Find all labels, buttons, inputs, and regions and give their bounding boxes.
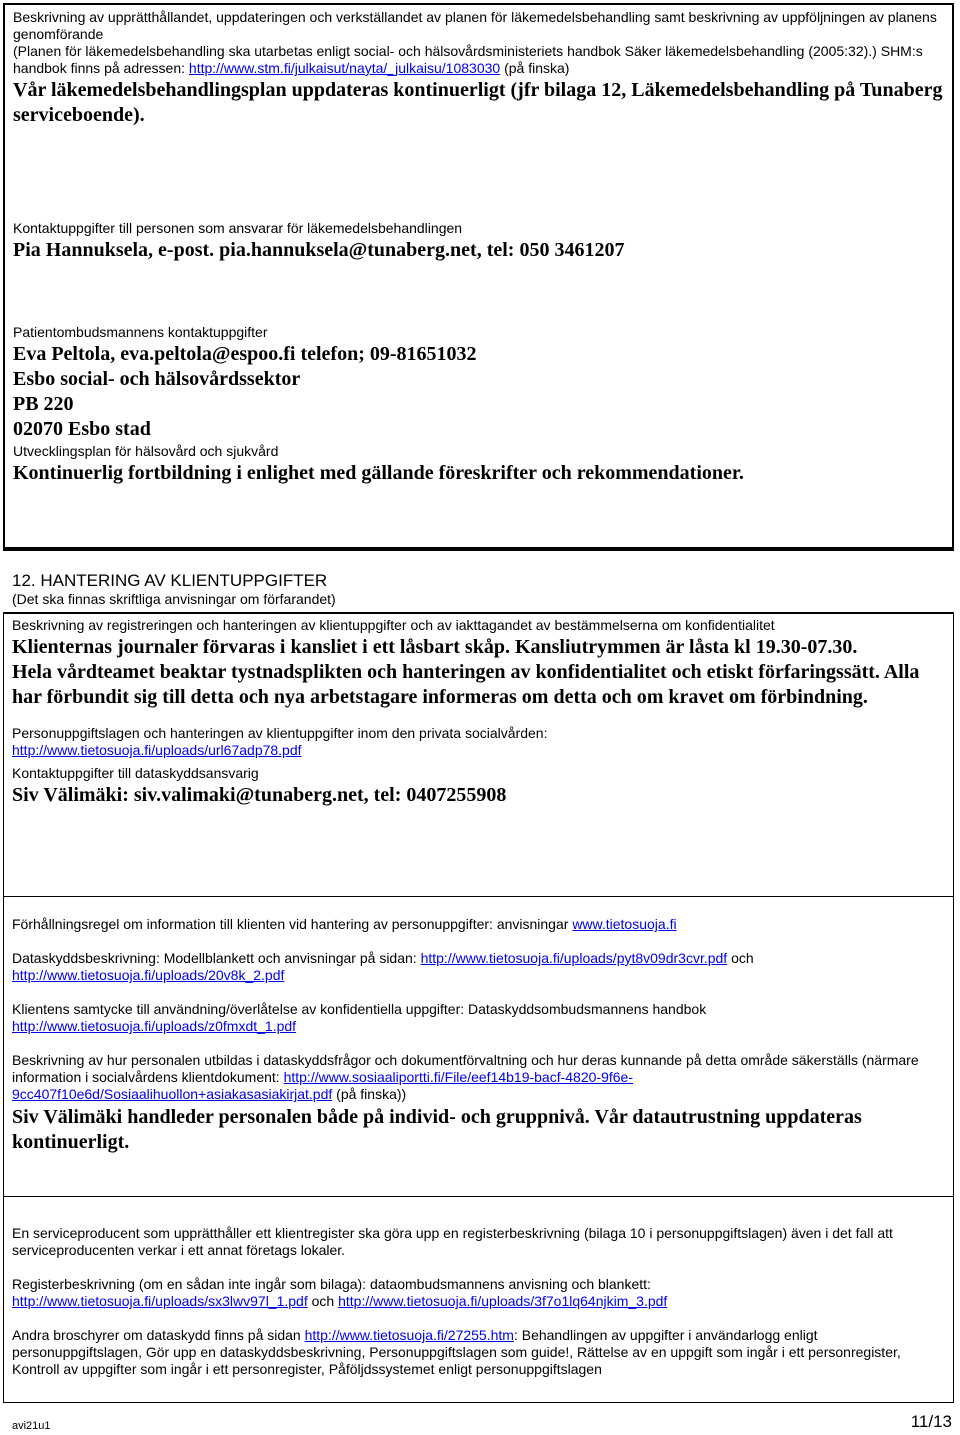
training-answer: Siv Välimäki handleder personalen både på individ- och gruppnivå. Vår datautrustning uppdateras kontinuerligt.: [12, 1106, 862, 1153]
info-rule: Förhållningsregel om information till klienten vid hantering av personuppgifter: anvisningar www.tietosuoja.fi: [12, 916, 677, 932]
registration-label: Beskrivning av registreringen och hanteringen av klientuppgifter och av iakttagandet av bestämmelserna om konfidentialitet: [12, 617, 775, 633]
register-inner: [12, 1225, 947, 1378]
ombudsman-line: Esbo social- och hälsovårdssektor: [13, 368, 301, 390]
training-description: Beskrivning av hur personalen utbildas i dataskyddsfrågor och dokumentförvaltning och hur deras kunnande på detta område säkerställs (närmare information i socialvårdens klientdokument: http://www.sosiaaliportti.fi/File/eef14b19-bacf-4820-9f6e-9cc407f10e6d/Sosiaalihuollon+asiakasasiakirjat.pdf (på finska)): [12, 1052, 919, 1102]
registration-inner: [12, 617, 947, 808]
sosiaaliportti-link[interactable]: http://www.sosiaaliportti.fi/File/eef14b19-bacf-4820-9f6e-9cc407f10e6d/Sosiaalihuollon+asiakasasiakirjat.pdf: [12, 1069, 633, 1102]
register-box: [3, 1196, 954, 1403]
register-description: Registerbeskrivning (om en sådan inte ingår som bilaga): dataombudsmannens anvisning och blankett: http://www.tietosuoja.fi/uploads/sx3lwv97l_1.pdf och http://www.tietosuoja.fi/uploads/3f7o1lq64njkim_3.pdf: [12, 1276, 668, 1309]
ombudsman-line: Eva Peltola, eva.peltola@espoo.fi telefon; 09-81651032: [13, 343, 477, 365]
medication-contact-label: Kontaktuppgifter till personen som ansvarar för läkemedelsbehandlingen: [13, 220, 463, 236]
medication-contact-value: Pia Hannuksela, e-post. pia.hannuksela@tunaberg.net, tel: 050 3461207: [13, 239, 625, 261]
page-number: 11/13: [910, 1412, 952, 1431]
consent-link[interactable]: http://www.tietosuoja.fi/uploads/z0fmxdt_1.pdf: [12, 1018, 297, 1034]
regdesc-link-1[interactable]: http://www.tietosuoja.fi/uploads/sx3lwv97l_1.pdf: [12, 1293, 308, 1309]
data-protection-inner: [12, 916, 947, 1155]
plan-note: (Planen för läkemedelsbehandling ska utarbetas enligt social- och hälsovårdsministeriets handbok Säker läkemedelsbehandling (2005:32).) SHM:s handbok finns på adressen: http://www.stm.fi/julkaisut/nayta/_julkaisu/1083030 (på finska): [13, 43, 923, 76]
ds-link-2[interactable]: http://www.tietosuoja.fi/uploads/20v8k_2.pdf: [12, 967, 285, 983]
regdesc-link-2[interactable]: http://www.tietosuoja.fi/uploads/3f7o1lq64njkim_3.pdf: [338, 1293, 668, 1309]
section-12-header: [12, 571, 336, 608]
section-11-box: [3, 3, 954, 551]
dpo-value: Siv Välimäki: siv.valimaki@tunaberg.net, tel: 0407255908: [12, 784, 507, 806]
form-code: avi21u1: [12, 1420, 51, 1432]
patient-ombudsman-block: [13, 324, 946, 486]
dev-plan-value: Kontinuerlig fortbildning i enlighet med gällande föreskrifter och rekommendationer.: [13, 462, 744, 484]
ombudsman-line: PB 220: [13, 393, 74, 415]
producer-text: En serviceproducent som upprätthåller ett klientregister ska göra upp en registerbeskrivning (bilaga 10 i personuppgiftslagen) även i det fall att serviceproducenten verkar i ett annat företags lokaler.: [12, 1225, 893, 1258]
law-link[interactable]: http://www.tietosuoja.fi/uploads/url67adp78.pdf: [12, 742, 302, 758]
ds-link-1[interactable]: http://www.tietosuoja.fi/uploads/pyt8v09dr3cvr.pdf: [420, 950, 728, 966]
ombudsman-label: Patientombudsmannens kontaktuppgifter: [13, 324, 268, 340]
plan-block: [13, 9, 946, 128]
section-12-subtitle: (Det ska finnas skriftliga anvisningar om förfarandet): [12, 591, 336, 607]
medication-contact-block: [13, 220, 946, 263]
brochure-link[interactable]: http://www.tietosuoja.fi/27255.htm: [304, 1327, 514, 1343]
brochures: Andra broschyrer om dataskydd finns på sidan http://www.tietosuoja.fi/27255.htm: Behandlingen av uppgifter i användarlogg enligt personuppgiftslagen, Gör upp en dataskyddsbeskrivning, Personuppgiftslagen som guide!, Rättelse av en uppgift som ingår i ett personregister, Kontroll av uppgifter som ingår i ett personregister, Påföljdssystemet enligt personuppgiftslagen: [12, 1327, 901, 1377]
registration-answer-2: Hela vårdteamet beaktar tystnadsplikten och hanteringen av konfidentialitet och etiskt förfaringssätt. Alla har förbundit sig till detta och nya arbetstagare informeras om detta och om kravet om förbindning.: [12, 661, 920, 708]
ombudsman-line: 02070 Esbo stad: [13, 418, 151, 440]
tietosuoja-link[interactable]: www.tietosuoja.fi: [572, 916, 677, 932]
stm-handbook-link[interactable]: http://www.stm.fi/julkaisut/nayta/_julkaisu/1083030: [188, 60, 501, 76]
registration-answer-1: Klienternas journaler förvaras i kansliet i ett låsbart skåp. Kansliutrymmen är låsta kl 19.30-07.30.: [12, 636, 858, 658]
registration-box: [3, 612, 954, 897]
law-label: Personuppgiftslagen och hanteringen av klientuppgifter inom den privata socialvården:: [12, 725, 548, 741]
dpo-label: Kontaktuppgifter till dataskyddsansvarig: [12, 765, 259, 781]
data-protection-box: [3, 896, 954, 1197]
ds-description: Dataskyddsbeskrivning: Modellblankett och anvisningar på sidan: http://www.tietosuoja.fi/uploads/pyt8v09dr3cvr.pdf och http://www.tietosuoja.fi/uploads/20v8k_2.pdf: [12, 950, 754, 983]
consent-description: Klientens samtycke till användning/överlåtelse av konfidentiella uppgifter: Dataskyddsombudsmannens handbok http://www.tietosuoja.fi/uploads/z0fmxdt_1.pdf: [12, 1001, 707, 1034]
dev-plan-label: Utvecklingsplan för hälsovård och sjukvård: [13, 443, 279, 459]
plan-description: Beskrivning av upprätthållandet, uppdateringen och verkställandet av planen för läkemedelsbehandling samt beskrivning av uppföljningen av planens genomförande: [13, 9, 937, 42]
plan-answer: Vår läkemedelsbehandlingsplan uppdateras kontinuerligt (jfr bilaga 12, Läkemedelsbehandling på Tunaberg serviceboende).: [13, 79, 943, 126]
section-12-title: 12. HANTERING AV KLIENTUPPGIFTER: [12, 571, 328, 590]
